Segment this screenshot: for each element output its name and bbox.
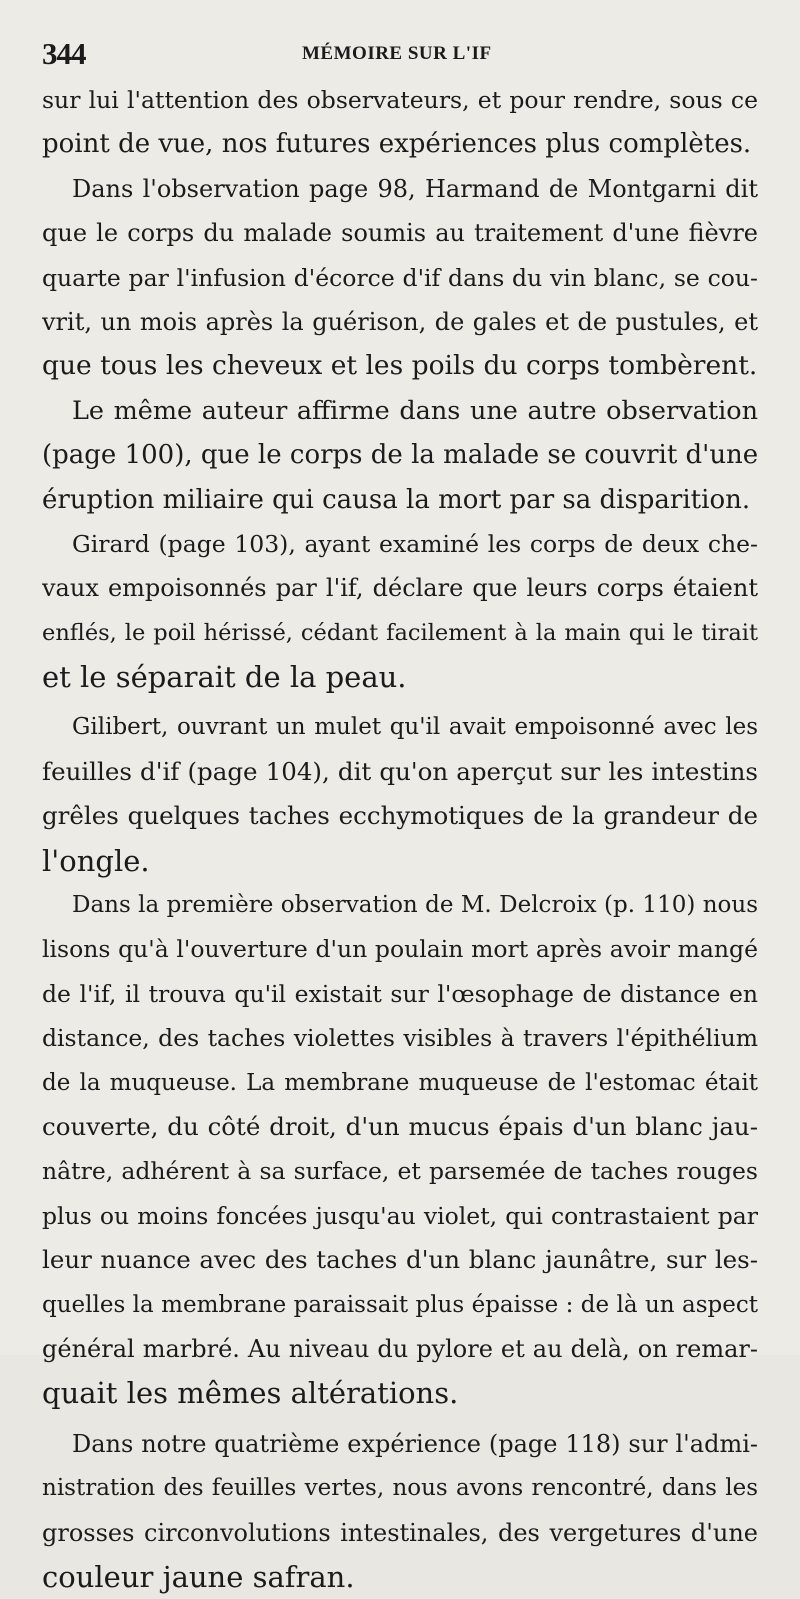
text-line: feuilles d'if (page 104), dit qu'on aperçut sur les intestins [42, 756, 758, 786]
body-text [42, 78, 758, 1599]
text-line: leur nuance avec des taches d'un blanc jaunâtre, sur les- [42, 1245, 758, 1275]
text-line: grosses circonvolutions intestinales, des vergetures d'une [42, 1518, 758, 1547]
text-line: et le séparait de la peau. [42, 660, 407, 695]
text-line: plus ou moins foncées jusqu'au violet, qui contrastaient par [42, 1201, 758, 1230]
text-line: point de vue, nos futures expériences plus complètes. [42, 129, 752, 160]
text-line: distance, des taches violettes visibles à travers l'épithélium [42, 1024, 758, 1053]
text-line: que tous les cheveux et les poils du corps tombèrent. [42, 350, 758, 382]
text-line: Gilibert, ouvrant un mulet qu'il avait empoisonné avec les [72, 714, 758, 741]
running-title: MÉMOIRE SUR L'IF [302, 43, 492, 64]
text-line: vrit, un mois après la guérison, de gales et de pustules, et [42, 307, 758, 336]
text-line: Le même auteur affirme dans une autre observation [72, 395, 758, 426]
text-line: Dans notre quatrième expérience (page 118) sur l'admi- [72, 1429, 758, 1458]
text-line: (page 100), que le corps de la malade se couvrit d'une [42, 440, 758, 471]
text-line: de l'if, il trouva qu'il existait sur l'œsophage de distance en [42, 979, 758, 1008]
text-line: quait les mêmes altérations. [42, 1376, 459, 1411]
text-line: vaux empoisonnés par l'if, déclare que leurs corps étaient [42, 574, 758, 603]
text-line: couverte, du côté droit, d'un mucus épais d'un blanc jau- [42, 1111, 758, 1141]
page-number: 344 [42, 36, 86, 71]
text-line: éruption miliaire qui causa la mort par sa disparition. [42, 484, 751, 515]
text-line: enflés, le poil hérissé, cédant facilement à la main qui le tirait [42, 619, 758, 646]
text-line: sur lui l'attention des observateurs, et pour rendre, sous ce [42, 86, 758, 114]
text-line: que le corps du malade soumis au traitement d'une fièvre [42, 219, 758, 248]
text-line: couleur jaune safran. [42, 1559, 355, 1594]
text-line: quarte par l'infusion d'écorce d'if dans du vin blanc, se cou- [42, 263, 758, 292]
text-line: général marbré. Au niveau du pylore et au delà, on remar- [42, 1334, 758, 1363]
text-line: Girard (page 103), ayant examiné les corps de deux che- [72, 529, 758, 558]
text-line: nistration des feuilles vertes, nous avons rencontré, dans les [42, 1475, 758, 1502]
text-line: quelles la membrane paraissait plus épaisse : de là un aspect [42, 1291, 758, 1318]
text-line: de la muqueuse. La membrane muqueuse de l'estomac était [42, 1069, 758, 1096]
text-line: grêles quelques taches ecchymotiques de la grandeur de [42, 801, 758, 831]
text-line: Dans l'observation page 98, Harmand de Montgarni dit [72, 174, 758, 203]
text-line: lisons qu'à l'ouverture d'un poulain mort après avoir mangé [42, 935, 758, 964]
page-header [42, 34, 752, 74]
text-line: l'ongle. [42, 843, 150, 878]
text-line: nâtre, adhérent à sa surface, et parsemée de taches rouges [42, 1157, 758, 1186]
text-line: Dans la première observation de M. Delcroix (p. 110) nous [72, 892, 758, 919]
